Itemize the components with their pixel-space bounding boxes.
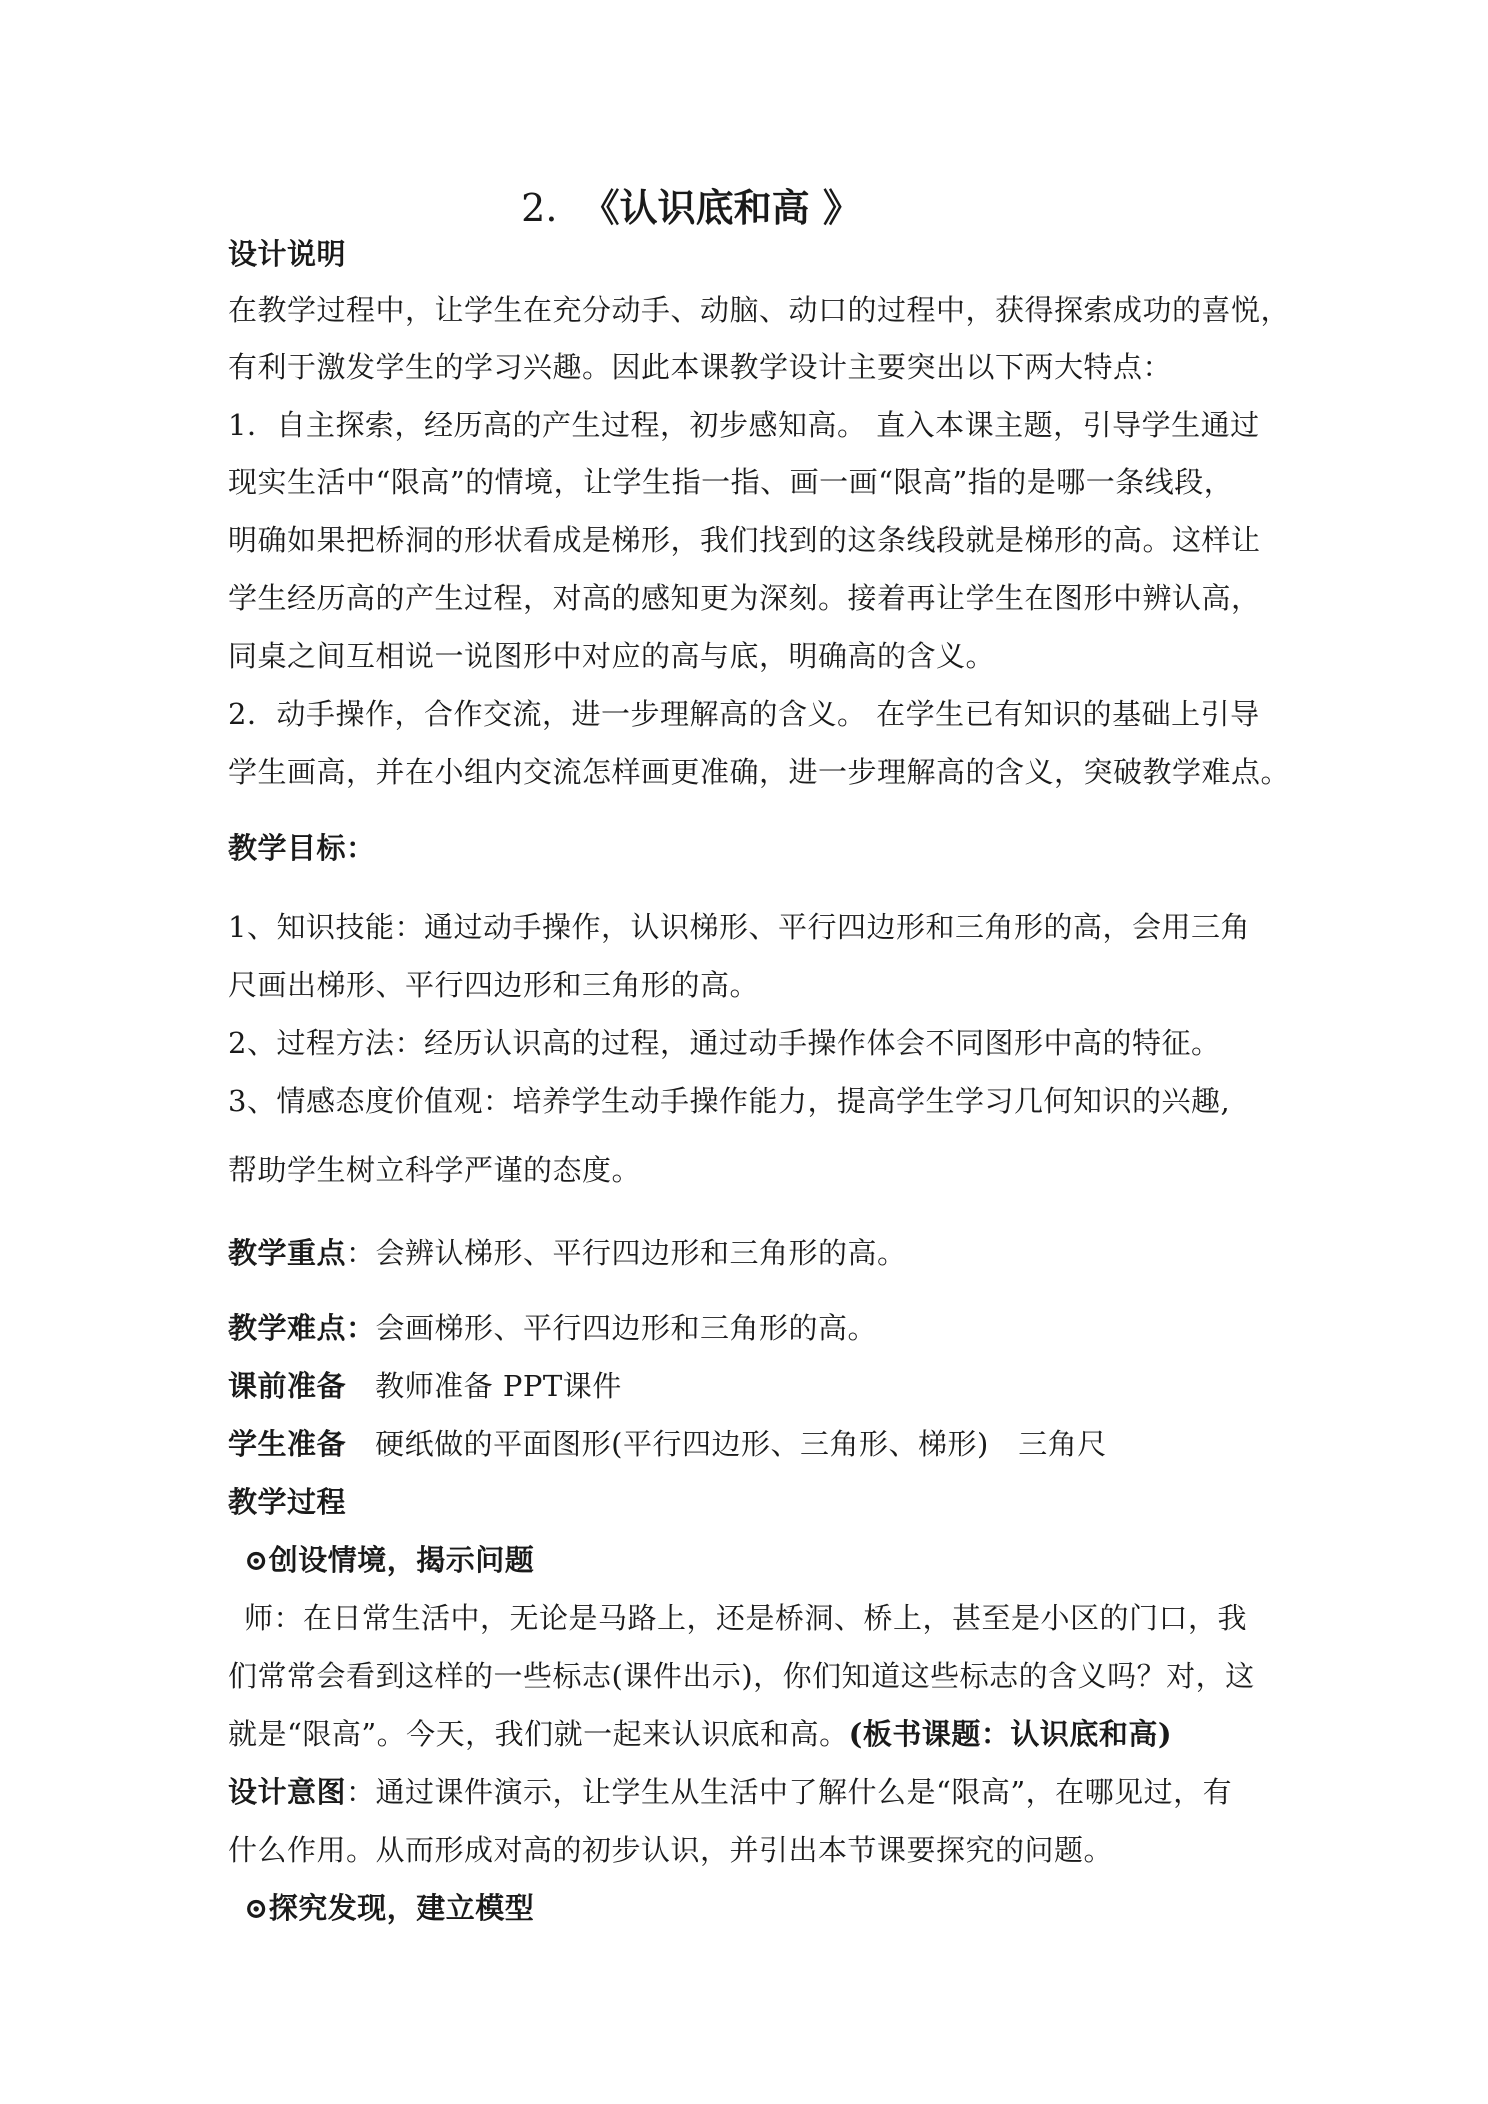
process-line: 师：在日常生活中，无论是马路上，还是桥洞、桥上，甚至是小区的门口，我 (244, 1601, 1248, 1635)
prep-teacher-text: 教师准备 PPT课件 (375, 1369, 622, 1403)
key-point (228, 1233, 1278, 1273)
design-intent-label: 设计意图 (228, 1775, 347, 1809)
process-line-text: 就是“限高”。今天，我们就一起来认识底和高。 (228, 1717, 849, 1751)
prep-student (228, 1424, 1278, 1464)
design-note-line: 2．动手操作，合作交流，进一步理解高的含义。 在学生已有知识的基础上引导 (228, 697, 1260, 731)
design-note-line: 明确如果把桥洞的形状看成是梯形，我们找到的这条线段就是梯形的高。这样让 (228, 523, 1261, 557)
design-note-line: 现实生活中“限高”的情境，让学生指一指、画一画“限高”指的是哪一条线段， (228, 465, 1234, 499)
goal-line: 尺画出梯形、平行四边形和三角形的高。 (228, 968, 760, 1002)
design-note-line: 同桌之间互相说一说图形中对应的高与底，明确高的含义。 (228, 639, 996, 673)
difficulty-label: 教学难点： (228, 1311, 376, 1345)
title-number: 2. (521, 186, 558, 230)
process-section-1: ⊙创设情境，揭示问题 (244, 1543, 535, 1577)
difficulty (228, 1308, 1278, 1348)
goal-line: 2、过程方法：经历认识高的过程，通过动手操作体会不同图形中高的特征。 (228, 1026, 1221, 1060)
page-title (0, 183, 1382, 233)
design-note-line: 1．自主探索，经历高的产生过程，初步感知高。 直入本课主题，引导学生通过 (228, 408, 1260, 442)
key-point-text: ：会辨认梯形、平行四边形和三角形的高。 (346, 1236, 907, 1270)
goals-heading: 教学目标： (228, 831, 376, 865)
design-intent (228, 1772, 1278, 1812)
design-note-heading: 设计说明 (228, 237, 347, 271)
design-note-line: 有利于激发学生的学习兴趣。因此本课教学设计主要突出以下两大特点： (228, 350, 1173, 384)
goal-line: 3、情感态度价值观：培养学生动手操作能力，提高学生学习几何知识的兴趣, (228, 1084, 1231, 1118)
design-note-line: 学生经历高的产生过程，对高的感知更为深刻。接着再让学生在图形中辨认高， (228, 581, 1261, 615)
design-note-line: 学生画高，并在小组内交流怎样画更准确，进一步理解高的含义，突破教学难点。 (228, 755, 1291, 789)
design-intent-line: 什么作用。从而形成对高的初步认识，并引出本节课要探究的问题。 (228, 1833, 1114, 1867)
process-line-bold: (板书课题：认识底和高) (848, 1717, 1173, 1751)
key-point-label: 教学重点 (228, 1236, 347, 1270)
design-intent-text: ：通过课件演示，让学生从生活中了解什么是“限高”，在哪见过，有 (346, 1775, 1233, 1809)
difficulty-text: 会画梯形、平行四边形和三角形的高。 (375, 1311, 878, 1345)
goal-line: 帮助学生树立科学严谨的态度。 (228, 1153, 642, 1187)
process-line: 们常常会看到这样的一些标志(课件出示)，你们知道这些标志的含义吗？对，这 (228, 1659, 1255, 1693)
title-text: 《认识底和高 》 (581, 185, 861, 230)
process-line (228, 1714, 1278, 1754)
prep-student-label: 学生准备 (228, 1427, 347, 1461)
process-section-2: ⊙探究发现，建立模型 (244, 1891, 535, 1925)
prep-student-text: 硬纸做的平面图形(平行四边形、三角形、梯形) 三角尺 (375, 1427, 1107, 1461)
prep-teacher-label: 课前准备 (228, 1369, 347, 1403)
prep-teacher (228, 1366, 1278, 1406)
goal-line: 1、知识技能：通过动手操作，认识梯形、平行四边形和三角形的高，会用三角 (228, 910, 1250, 944)
design-note-line: 在教学过程中，让学生在充分动手、动脑、动口的过程中，获得探索成功的喜悦， (228, 293, 1291, 327)
process-heading: 教学过程 (228, 1485, 347, 1519)
